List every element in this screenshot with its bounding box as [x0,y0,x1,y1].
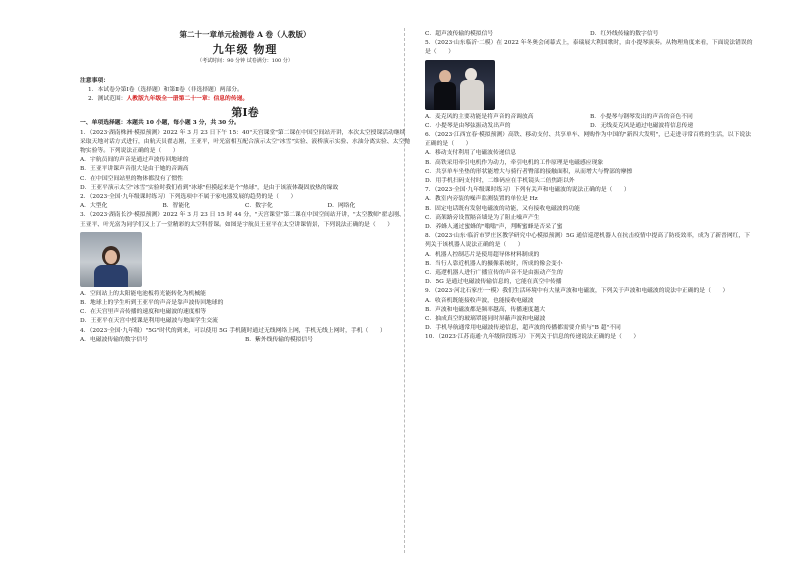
notes-heading: 注意事项： [80,77,109,84]
question-6: 6．（2023·江西宜春·模拟预测）高铁、移动支付、共享单车、网购作为中国的"新四大发明"，已走进寻常百姓的生活，以下说法正确的是（ ） [425,132,751,148]
question-6-option-d: D．用手机扫码支付时，二维码应在手机镜头二倍焦距以外 [425,178,575,185]
question-5-option-b: B．小提琴与钢琴发出的声音的音色不同 [590,113,693,120]
notes-item-1: 1．本试卷分第Ⅰ卷（选择题）和第Ⅱ卷（非选择题）两部分。 [88,86,243,93]
performer-2-body [460,80,484,110]
notes-item-2 [80,95,410,104]
question-4-option-a: A．电磁波传输的数字信号 [80,336,148,343]
question-7-option-a: A．教室内旁装的噪声监测装置的单位是 Hz [425,196,538,203]
question-4-option-d: D．红外线传输的数字信号 [590,31,659,37]
question-8-option-c: C．巡逻机器人进行广播宣传的声音不是由振动产生的 [425,270,563,277]
exam-subject: 九年级 物理 [212,43,278,57]
question-4: 4．（2023·全国·九年级）"5G"时代的到来，可以使用 5G 手机随时通过无线网络上网，手机无线上网时，手机（ ） [80,327,386,334]
question-2-option-c: C．数字化 [245,203,273,210]
exam-title: 第二十一章单元检测卷 A 卷（人教版） [179,30,311,39]
question-7-option-b: B．固定电话既有发射电磁波的功能，又有接收电磁波的功能 [425,205,580,212]
question-7: 7．（2023·全国·九年级课时练习）下列有关声和电磁波的说法正确的是（ ） [425,187,630,194]
question-4-option-b: B．紫外线传输的模拟信号 [245,336,314,343]
question-1-option-b: B．王亚平讲课声音很大是由于她的音调高 [80,166,189,173]
question-6-option-c: C．共享单车坐垫的形状能增大与骑行者臀部的接触面积，从而增大与臀部的摩擦 [425,168,633,175]
ceremony-photo [425,60,495,110]
question-5-option-c: C．小提琴是由琴弦振动发出声的 [425,122,511,129]
question-7-option-c: C．高架路旁设置隔音墙是为了阻止噪声产生 [425,214,540,221]
question-4-option-c: C．超声波传输的模拟信号 [425,31,494,37]
question-8-option-b: B．当行人靠近机器人的摄像系统时，所成的像会变小 [425,260,563,267]
question-5-option-d: D．无线麦克风是通过电磁波将信息传递 [590,122,694,129]
question-5-option-a: A．麦克风的主要功能是将声音的音调放高 [425,113,534,120]
question-5-options-cd [425,122,755,131]
question-3: 3．（2023·湖南长沙·模拟预测）2022 年 3 月 23 日 15 时 44 分，"天宫课堂"第二课在中国空间站开讲，"太空教师"翟志刚、王亚平、叶光富为同学们又上了一堂精彩的太空科普课。如图是宇航员王亚平在太空讲课情景，下列说法正确的是（ ） [80,212,405,228]
section-part-1: 一、单项选择题：本题共 10 小题，每小题 3 分，共 30 分。 [80,120,240,127]
section-juan-1: 第Ⅰ卷 [231,106,259,120]
question-3-option-b: B．地球上的学生听到王亚平的声音是靠声波传回地球的 [80,300,224,307]
question-4-options-cont [425,30,755,39]
test-scope: 人教版九年级全一册第二十一章：信息的传递。 [126,96,249,103]
question-6-option-a: A．移动支付利用了电磁波传递信息 [425,150,517,157]
question-10: 10．（2023·江苏南通·九年级阶段练习）下列关于信息的传递说法正确的是（ ） [425,334,640,341]
astronaut-photo [80,232,142,287]
astronaut-suit [94,265,128,287]
question-2-options [80,202,410,211]
question-8-option-a: A．机器人控制芯片是使用超导体材料制成的 [425,251,540,258]
question-1-option-c: C．在中国空间站里的物体都没有了惯性 [80,175,183,182]
astronaut-face [105,250,117,264]
question-9: 9．（2023·河北石家庄·一模）我们生活环境中有大量声波和电磁波，下列关于声波和电磁波的说法中正确的是（ ） [425,288,729,295]
exam-info: （考试时间：90 分钟 试卷满分：100 分） [197,58,293,65]
question-8: 8．（2023·山东·临沂市罗庄区教学研究中心模拟预测）5G 通信巡逻机器人在抗击疫情中提高了防疫效率，成为了新晋网红，下列关于该机器人说法正确的是（ ） [425,233,751,249]
question-4-options [80,336,410,345]
notes-item-2-prefix: 2．测试范围： [88,96,127,103]
question-3-option-d: D．王亚平在天宫中授课是利用电磁波与地面学生交流 [80,318,218,325]
question-1-option-d: D．王亚平演示太空"冰雪"实验时我们看到"冰球"但摸起来是个"热球"，是由于该液体凝固放热的缘故 [80,184,339,191]
right-column [425,30,755,343]
question-9-option-d: D．手机导航通常用电磁波传递信息，超声波的传播都需要介质与"B 超"不同 [425,325,621,332]
question-2: 2．（2023·全国·九年级课时练习）下列选项中不属于家电器发展的趋势的是（ ） [80,194,297,201]
performer-2-face [465,68,477,81]
question-1-option-a: A．宇航员间的声音是通过声波传回地球的 [80,157,189,164]
question-9-option-c: C．抽成真空的玻璃罩能同时屏蔽声波和电磁波 [425,316,546,323]
question-2-option-b: B．智能化 [162,203,190,210]
question-5: 5．（2023·山东临沂·二模）在 2022 年冬奥会闭幕式上，泰瑞展大利国歌时，由小提琴演奏。从物理角度来看，下面说法错误的是（ ） [425,40,753,56]
question-1: 1．（2023·湖南株洲·模拟预测）2022 年 3 月 23 日下午 15：40"天宫课堂"第二课在中国空间站开讲，本次太空授课活动继续采取天地对话方式进行，由航天员翟志刚，王亚平，叶光富相互配合演示太空"冰雪"实验、液桥演示实验、水油分离实验、太空抛物实验等。下列说法正确的是（ ） [80,129,410,155]
question-3-option-a: A．空间站上的太阳能电池板将光能转化为机械能 [80,290,206,297]
question-9-option-a: A．收音机既能接收声波，也能接收电磁波 [425,297,534,304]
question-5-options-ab [425,113,755,122]
performer-1-face [439,70,451,83]
question-2-option-a: A．大型化 [80,203,108,210]
left-column [80,30,410,345]
question-7-option-d: D．养蜂人通过蜜蜂的"嗡嗡"声，判断蜜蜂是否采了蜜 [425,224,563,231]
question-6-option-b: B．高铁采用牵引电机作为动力，牵引电机的工作原理是电磁感应现象 [425,159,604,166]
performer-1-body [434,82,456,110]
question-9-option-b: B．声波和电磁波都是频率越高，传播速度越大 [425,306,546,313]
question-2-option-d: D．网络化 [327,203,356,210]
question-8-option-d: D．5G 是通过电磁波传输信息的，它能在真空中传播 [425,279,562,286]
question-3-option-c: C．在天宫里声音传播的速度和电磁波的速度相等 [80,309,207,316]
